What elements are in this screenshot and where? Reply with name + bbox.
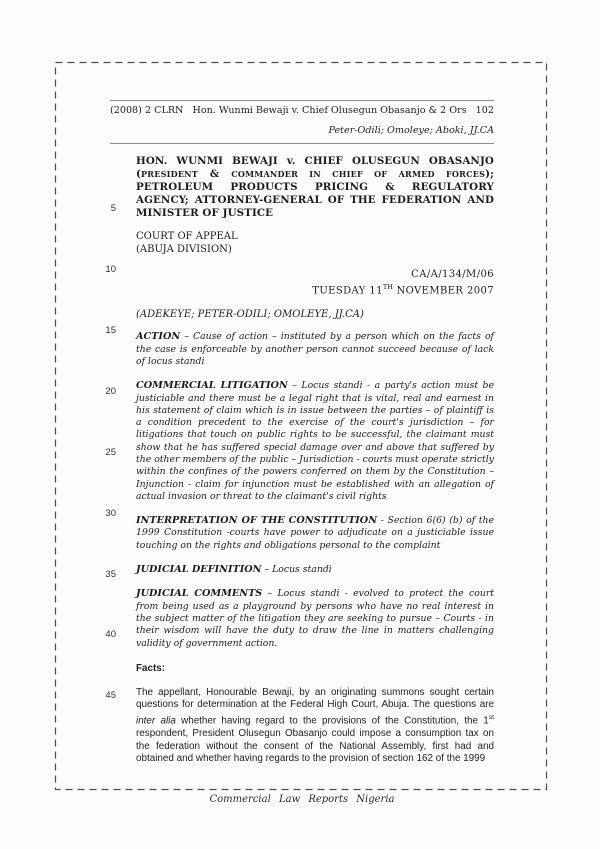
judges-byline: Peter-Odili; Omoleye; Aboki, JJ.CA xyxy=(328,125,494,136)
running-title: Hon. Wunmi Bewaji v. Chief Olusegun Obasanjo & 2 Ors xyxy=(192,105,467,116)
headnote-action-heading: ACTION xyxy=(136,331,181,343)
case-reference xyxy=(110,268,494,297)
line-number: 10 xyxy=(105,264,116,275)
case-heading-smallcaps-1: PRESIDENT xyxy=(140,169,199,179)
facts-paragraph: The appellant, Honourable Bewaji, by an originating summons sought certain questions for determination at the Federal High Court, Abuja. The questions are inter alia whether having regard to the provisions of the Constitution, the 1st respondent, President Olusegun Obasanjo could impose a consumption tax on the federation without the consent of the National Assembly, first had and obtained and whether having regards to the provision of section 162 of the 1999 xyxy=(136,686,495,765)
court-block xyxy=(136,231,494,256)
page-content xyxy=(105,100,495,805)
case-heading-part1: HON. WUNMI BEWAJI v. CHIEF OLUSEGUN OBASANJO ( xyxy=(136,155,494,180)
case-heading-part2: ); PETROLEUM PRODUCTS PRICING & REGULATORY AGENCY; ATTORNEY-GENERAL OF THE FEDERATION AND MINISTER OF JUSTICE xyxy=(136,168,494,219)
headnote-judicial-definition: JUDICIAL DEFINITION – Locus standi xyxy=(136,564,332,576)
case-heading-ampersand: & xyxy=(198,168,232,180)
header-rule-bottom xyxy=(110,143,494,144)
headnote-judicial-definition-heading: JUDICIAL DEFINITION xyxy=(136,564,262,576)
line-number: 35 xyxy=(105,569,116,580)
line-number: 15 xyxy=(105,325,116,336)
footer-text: Commercial Law Reports Nigeria xyxy=(209,793,395,805)
headnote-judicial-comments-heading: JUDICIAL COMMENTS xyxy=(136,588,263,600)
line-number: 30 xyxy=(105,508,116,519)
facts-heading: Facts: xyxy=(136,662,166,674)
line-number: 45 xyxy=(105,690,116,701)
judges-panel: (ADEKEYE; PETER-ODILI; OMOLEYE, JJ.CA) xyxy=(136,309,364,321)
date-ordinal: TH xyxy=(382,283,393,291)
line-number: 25 xyxy=(105,447,116,458)
headnote-interpretation-heading: INTERPRETATION OF THE CONSTITUTION xyxy=(136,515,378,527)
facts-ordinal-sup: st xyxy=(488,714,495,722)
headnote-commercial-litigation: COMMERCIAL LITIGATION – Locus standi - a party's action must be justiciable and there must be a legal right that is vital, real and earnest in his statement of claim which is in issue between the parties – of plaintiff is a condition precedent to the exercise of the court's jurisdiction – for litigations that touch on public rights to be successful, the claimant must show that he has suffered special damage over and above that suffered by the other members of the public – Jurisdiction - courts must operate strictly within the confines of the powers conferred on them by the Constitution – Injunction - claim for injunction must be established with an allegation of actual invasion or threat to the claimant's civil rights xyxy=(136,380,494,502)
court-division: (ABUJA DIVISION) xyxy=(136,243,232,255)
line-number: 20 xyxy=(105,386,116,397)
court-name: COURT OF APPEAL xyxy=(136,231,238,242)
page-number: 102 xyxy=(475,105,494,116)
hearing-date: TUESDAY 11TH NOVEMBER 2007 xyxy=(312,283,494,297)
case-heading xyxy=(136,155,494,220)
suit-number: CA/A/134/M/06 xyxy=(411,269,494,280)
line-number: 40 xyxy=(105,629,116,640)
headnote-interpretation: INTERPRETATION OF THE CONSTITUTION - Section 6(6) (b) of the 1999 Constitution -courts have power to adjudicate on a justiciable issue touching on the rights and obligations personal to the complaint xyxy=(136,515,494,551)
facts-latin-phrase: inter alia xyxy=(136,715,176,727)
line-number: 5 xyxy=(110,203,116,214)
headnote-action: ACTION – Cause of action – instituted by a person which on the facts of the case is enforceable by another person cannot succeed because of lack of locus standi xyxy=(136,331,494,367)
citation-text: (2008) 2 CLRN xyxy=(110,105,184,116)
headnote-judicial-comments: JUDICIAL COMMENTS – Locus standi - evolved to protect the court from being used as a playground by persons who have no real interest in the subject matter of the litigation they are seeking to pursue – Courts - in their wisdom will have the duty to draw the line in matters challenging validity of government action. xyxy=(136,588,494,649)
page-header xyxy=(110,101,494,117)
headnote-commercial-heading: COMMERCIAL LITIGATION xyxy=(136,380,288,392)
case-heading-smallcaps-2: COMMANDER IN CHIEF OF ARMED FORCES xyxy=(231,169,486,179)
